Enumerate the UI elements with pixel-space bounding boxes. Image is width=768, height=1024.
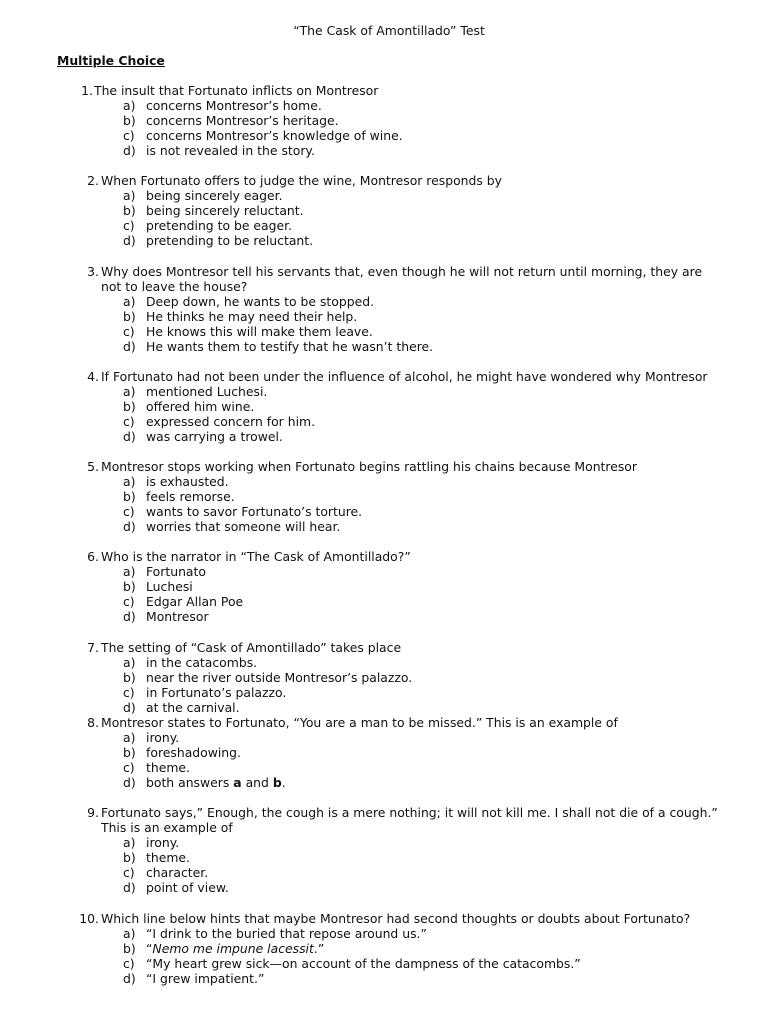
option-letter: b) xyxy=(123,745,136,761)
option-letter: c) xyxy=(123,218,135,234)
answer-option xyxy=(0,594,768,609)
option-letter: a) xyxy=(123,926,136,942)
answer-option xyxy=(0,128,768,143)
option-letter: d) xyxy=(123,143,136,159)
question-text: Why does Montresor tell his servants that, even though he will not return until morning, they are not to leave the house? xyxy=(101,264,703,295)
option-letter: a) xyxy=(123,564,136,580)
option-letter: c) xyxy=(123,414,135,430)
option-text: expressed concern for him. xyxy=(146,414,316,430)
answer-option xyxy=(0,474,768,489)
option-letter: a) xyxy=(123,384,136,400)
answer-option xyxy=(0,384,768,399)
option-text: “My heart grew sick—on account of the dampness of the catacombs.” xyxy=(146,956,581,972)
option-text-segment: b xyxy=(272,775,282,791)
answer-option xyxy=(0,324,768,339)
question-number: 4. xyxy=(87,369,99,384)
option-text: Deep down, he wants to be stopped. xyxy=(146,294,375,310)
question-number: 3. xyxy=(87,264,99,279)
option-text: being sincerely reluctant. xyxy=(146,203,304,219)
option-letter: a) xyxy=(123,835,136,851)
option-text: He thinks he may need their help. xyxy=(146,309,358,325)
answer-option xyxy=(0,233,768,248)
answer-options xyxy=(0,384,768,444)
option-text: “I drink to the buried that repose around us.” xyxy=(146,926,427,942)
question-text: Who is the narrator in “The Cask of Amontillado?” xyxy=(101,549,411,564)
answer-options xyxy=(0,294,768,354)
answer-option xyxy=(0,760,768,775)
answer-option xyxy=(0,730,768,745)
option-text-segment: Nemo me impune lacessit xyxy=(152,941,314,957)
option-text: concerns Montresor’s knowledge of wine. xyxy=(146,128,403,144)
question-text: The insult that Fortunato inflicts on Montresor xyxy=(94,83,379,98)
answer-option xyxy=(0,579,768,594)
option-letter: b) xyxy=(123,941,136,957)
option-letter: c) xyxy=(123,128,135,144)
option-letter: b) xyxy=(123,850,136,866)
option-text: He knows this will make them leave. xyxy=(146,324,373,340)
option-text: theme. xyxy=(146,760,190,776)
option-letter: a) xyxy=(123,730,136,746)
option-text: “I grew impatient.” xyxy=(146,971,265,987)
option-text: theme. xyxy=(146,850,190,866)
answer-option xyxy=(0,835,768,850)
option-text: worries that someone will hear. xyxy=(146,519,341,535)
answer-option xyxy=(0,865,768,880)
answer-option xyxy=(0,188,768,203)
question-number: 10. xyxy=(79,911,99,926)
option-text: pretending to be eager. xyxy=(146,218,293,234)
option-letter: d) xyxy=(123,339,136,355)
option-letter: a) xyxy=(123,655,136,671)
option-text: character. xyxy=(146,865,209,881)
option-letter: a) xyxy=(123,474,136,490)
question-text: If Fortunato had not been under the influence of alcohol, he might have wondered why Montresor xyxy=(101,369,708,384)
option-text: was carrying a trowel. xyxy=(146,429,283,445)
answer-option xyxy=(0,926,768,941)
option-text: is exhausted. xyxy=(146,474,229,490)
option-text: concerns Montresor’s heritage. xyxy=(146,113,339,129)
answer-options xyxy=(0,835,768,895)
answer-option xyxy=(0,685,768,700)
answer-option xyxy=(0,564,768,579)
option-text-segment: . xyxy=(281,775,286,791)
option-text: in the catacombs. xyxy=(146,655,258,671)
answer-option xyxy=(0,294,768,309)
option-letter: c) xyxy=(123,956,135,972)
question-text: Which line below hints that maybe Montresor had second thoughts or doubts about Fortunato? xyxy=(101,911,691,926)
option-text-segment: and xyxy=(241,775,273,791)
question-text: Montresor states to Fortunato, “You are a man to be missed.” This is an example of xyxy=(101,715,618,730)
answer-option xyxy=(0,519,768,534)
option-text: He wants them to testify that he wasn’t there. xyxy=(146,339,434,355)
option-letter: b) xyxy=(123,203,136,219)
answer-option xyxy=(0,850,768,865)
question-number: 1. xyxy=(81,83,93,98)
answer-option xyxy=(0,670,768,685)
answer-option xyxy=(0,609,768,624)
option-text: Edgar Allan Poe xyxy=(146,594,244,610)
option-letter: d) xyxy=(123,609,136,625)
option-letter: c) xyxy=(123,760,135,776)
option-letter: d) xyxy=(123,880,136,896)
answer-option xyxy=(0,880,768,895)
option-text: is not revealed in the story. xyxy=(146,143,315,159)
option-letter: b) xyxy=(123,489,136,505)
answer-option xyxy=(0,218,768,233)
option-text-segment: .” xyxy=(313,941,325,957)
answer-option xyxy=(0,339,768,354)
answer-options xyxy=(0,655,768,715)
option-text: being sincerely eager. xyxy=(146,188,283,204)
answer-option xyxy=(0,429,768,444)
answer-options xyxy=(0,188,768,248)
option-letter: b) xyxy=(123,399,136,415)
option-text-segment: a xyxy=(233,775,242,791)
option-letter: c) xyxy=(123,504,135,520)
page-title: “The Cask of Amontillado” Test xyxy=(293,23,485,38)
question-number: 8. xyxy=(87,715,99,730)
option-text: at the carnival. xyxy=(146,700,240,716)
answer-options xyxy=(0,730,768,790)
answer-option xyxy=(0,399,768,414)
option-letter: d) xyxy=(123,700,136,716)
option-letter: b) xyxy=(123,670,136,686)
question-number: 6. xyxy=(87,549,99,564)
option-text: offered him wine. xyxy=(146,399,255,415)
option-text: foreshadowing. xyxy=(146,745,241,761)
option-letter: b) xyxy=(123,309,136,325)
option-text: irony. xyxy=(146,730,180,746)
option-letter: d) xyxy=(123,775,136,791)
answer-option xyxy=(0,414,768,429)
option-letter: d) xyxy=(123,429,136,445)
question-text: Montresor stops working when Fortunato begins rattling his chains because Montresor xyxy=(101,459,637,474)
option-text: point of view. xyxy=(146,880,229,896)
answer-options xyxy=(0,926,768,986)
question-number: 2. xyxy=(87,173,99,188)
option-text: mentioned Luchesi. xyxy=(146,384,268,400)
option-text: Luchesi xyxy=(146,579,193,595)
answer-option xyxy=(0,956,768,971)
answer-options xyxy=(0,564,768,624)
answer-option xyxy=(0,971,768,986)
answer-option xyxy=(0,745,768,760)
option-text: Fortunato xyxy=(146,564,206,580)
answer-option xyxy=(0,143,768,158)
answer-option xyxy=(0,775,768,790)
option-letter: d) xyxy=(123,519,136,535)
question-number: 9. xyxy=(87,805,99,820)
option-letter: d) xyxy=(123,233,136,249)
option-text xyxy=(146,775,286,790)
option-letter: a) xyxy=(123,188,136,204)
question-text: When Fortunato offers to judge the wine, Montresor responds by xyxy=(101,173,502,188)
option-text: pretending to be reluctant. xyxy=(146,233,314,249)
option-text: Montresor xyxy=(146,609,209,625)
section-heading: Multiple Choice xyxy=(57,53,165,68)
answer-option xyxy=(0,655,768,670)
question-text: Fortunato says,” Enough, the cough is a mere nothing; it will not kill me. I shall not die of a cough.” This is an example of xyxy=(101,805,718,836)
answer-options xyxy=(0,474,768,534)
answer-option xyxy=(0,941,768,956)
option-text-segment: “ xyxy=(146,941,153,957)
option-text: near the river outside Montresor’s palazzo. xyxy=(146,670,413,686)
option-text: feels remorse. xyxy=(146,489,235,505)
answer-options xyxy=(0,98,768,158)
option-letter: d) xyxy=(123,971,136,987)
question-number: 7. xyxy=(87,640,99,655)
answer-option xyxy=(0,489,768,504)
option-letter: a) xyxy=(123,294,136,310)
answer-option xyxy=(0,504,768,519)
option-text: irony. xyxy=(146,835,180,851)
option-letter: b) xyxy=(123,113,136,129)
question-text: The setting of “Cask of Amontillado” takes place xyxy=(101,640,402,655)
option-text: concerns Montresor’s home. xyxy=(146,98,322,114)
option-letter: a) xyxy=(123,98,136,114)
option-text: wants to savor Fortunato’s torture. xyxy=(146,504,363,520)
option-letter: b) xyxy=(123,579,136,595)
option-text xyxy=(146,941,324,956)
option-letter: c) xyxy=(123,685,135,701)
answer-option xyxy=(0,98,768,113)
option-text-segment: both answers xyxy=(146,775,234,791)
question-number: 5. xyxy=(87,459,99,474)
answer-option xyxy=(0,203,768,218)
option-text: in Fortunato’s palazzo. xyxy=(146,685,287,701)
answer-option xyxy=(0,700,768,715)
option-letter: c) xyxy=(123,324,135,340)
option-letter: c) xyxy=(123,594,135,610)
answer-option xyxy=(0,309,768,324)
answer-option xyxy=(0,113,768,128)
option-letter: c) xyxy=(123,865,135,881)
